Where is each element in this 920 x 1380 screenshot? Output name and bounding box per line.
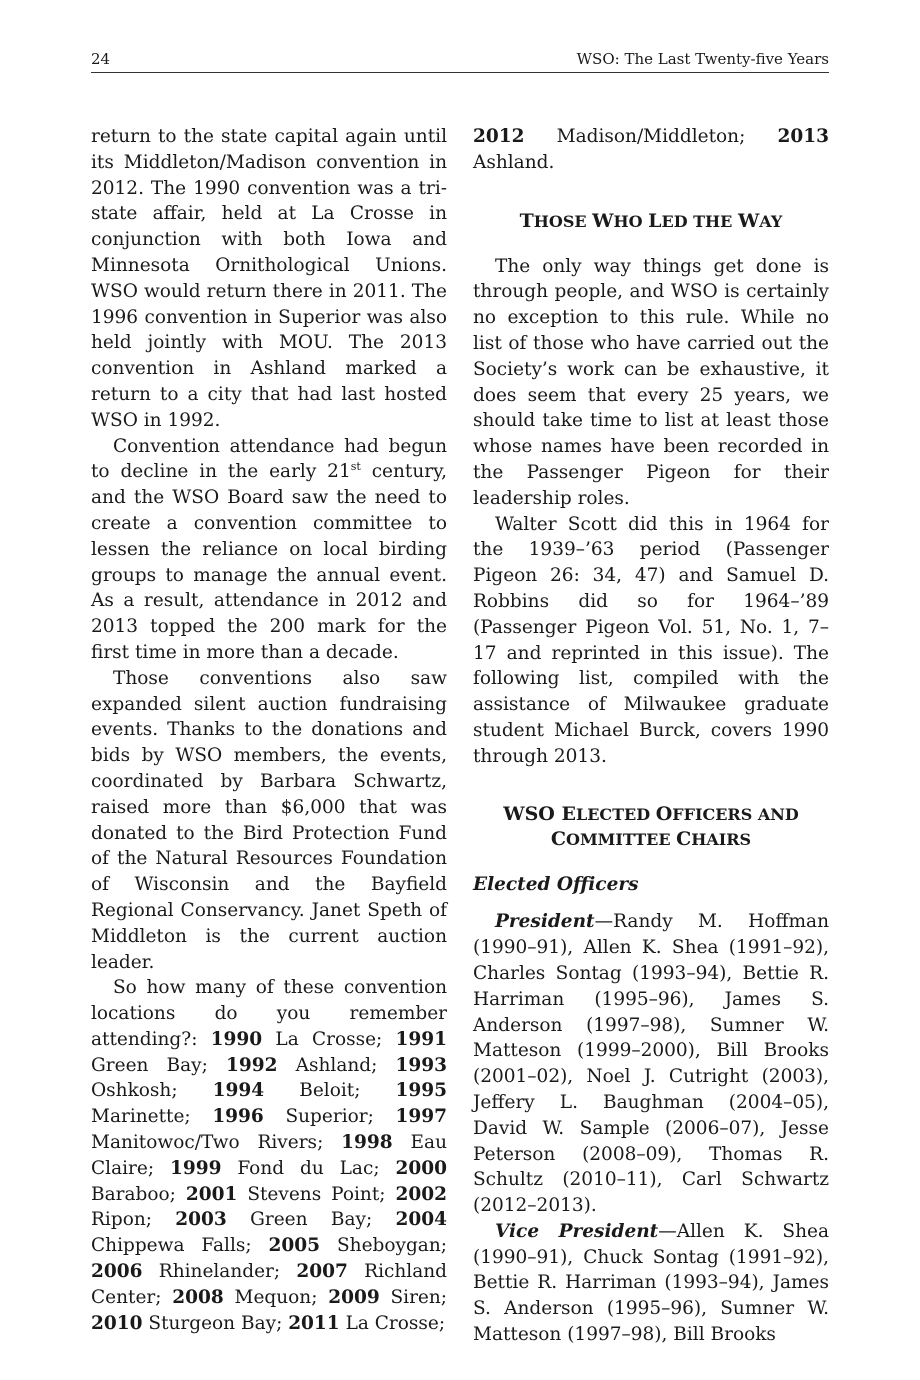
convention-city: Ashland: [473, 151, 549, 173]
section-heading: THOSE WHO LED THE WAY: [519, 209, 783, 232]
separator: ;: [379, 1183, 396, 1205]
convention-city: Sheboygan: [337, 1235, 441, 1257]
role-label: Vice President: [495, 1220, 659, 1242]
convention-list: [473, 126, 829, 173]
convention-city: Mequon: [234, 1286, 312, 1308]
separator: ;: [147, 1157, 170, 1179]
separator: ;: [276, 1312, 289, 1334]
convention-list: [91, 1029, 447, 1334]
convention-year: 1997: [395, 1106, 447, 1128]
section-heading: [473, 802, 829, 852]
paragraph-president: President—Randy M. Hoffman (1990–91), Allen K. Shea (1991–92), Charles Sontag (1993–94), Bettie R. Harriman (1995–96), James S. Anderson (1997–98), Sumner W. Matteson (1999–2000), Bill Brooks (2001–02), Noel J. Cutright (2003), Jeffery L. Baughman (2004–05), David W. Sample (2006–07), Jesse Peterson (2008–09), Thomas R. Schultz (2010–11), Carl Schwartz (2012–2013).: [473, 911, 829, 1217]
separator: ;: [354, 1080, 396, 1102]
separator: ;: [438, 1312, 446, 1334]
convention-year: 2007: [296, 1261, 348, 1283]
convention-city: Fond du Lac: [237, 1157, 374, 1179]
paragraph: Walter Scott did this in 1964 for the 1939–’63 period (Passenger Pigeon 26: 34, 47) and Samuel D. Robbins did so for 1964–’89 (Passenger Pigeon Vol. 51, No. 1, 7–17 and reprinted in this issue). The following list, compiled with the assistance of Milwaukee graduate student Michael Burck, covers 1990 through 2013.: [473, 513, 829, 767]
separator: ;: [273, 1261, 297, 1283]
separator: ;: [169, 1183, 186, 1205]
convention-year: 2002: [395, 1183, 447, 1205]
separator: ;: [367, 1106, 396, 1128]
convention-year: 1993: [395, 1054, 448, 1076]
left-column: [91, 124, 447, 1336]
separator: ;: [317, 1132, 342, 1154]
separator: ;: [365, 1209, 396, 1231]
convention-city: Green Bay: [91, 1054, 202, 1076]
paragraph-attendance: Convention attendance had begun to decline in the early 21st century, and the WSO Board saw the need to create a convention committee to lessen the reliance on local birding groups to manage the annual event. As a result, attendance in 2012 and 2013 topped the 200 mark for the first time in more than a decade.: [91, 435, 447, 663]
paragraph: return to the state capital again until its Middleton/Madison convention in 2012. The 1990 convention was a tri-state affair, held at La Crosse in conjunction with both Iowa and Minnesota Ornithological Unions. WSO would return there in 2011. The 1996 convention in Superior was also held jointly with MOU. The 2013 convention in Ashland marked a return to a city that had last hosted WSO in 1992.: [91, 126, 447, 431]
convention-city: Superior: [285, 1106, 368, 1128]
separator: ;: [440, 1235, 447, 1257]
page-number: 24: [91, 50, 111, 68]
convention-year: 1996: [212, 1106, 264, 1128]
convention-city: Madison/Middleton: [556, 126, 740, 147]
convention-city: Richland Center: [91, 1261, 447, 1308]
separator: ;: [201, 1054, 227, 1076]
subheading: Elected Officers: [473, 873, 639, 895]
convention-year: 1998: [341, 1132, 393, 1154]
convention-year: 2005: [268, 1235, 321, 1257]
convention-city: Stevens Point: [247, 1183, 380, 1205]
separator: ;: [155, 1286, 173, 1308]
paragraph-conventions-cont: [473, 124, 829, 176]
separator: ;: [376, 1028, 396, 1050]
separator: ;: [171, 1080, 213, 1102]
separator: ;: [371, 1054, 396, 1076]
running-header: [91, 48, 829, 73]
separator: ;: [245, 1235, 269, 1257]
convention-city: Manitowoc/Two Rivers: [91, 1132, 318, 1154]
convention-year: 1995: [395, 1080, 447, 1102]
convention-year: 1999: [169, 1157, 222, 1179]
convention-year: 2008: [172, 1286, 224, 1308]
convention-city: Ashland: [295, 1054, 372, 1076]
convention-city: Baraboo: [91, 1183, 170, 1205]
separator: ;: [311, 1286, 329, 1308]
convention-year: 2006: [91, 1261, 143, 1283]
convention-city: Ripon: [91, 1209, 146, 1231]
role-label: President: [495, 911, 595, 933]
convention-city: Eau Claire: [91, 1132, 447, 1179]
convention-year: 2009: [328, 1286, 380, 1308]
paragraph-conventions: So how many of these convention locations do you remember attending?: 1990 La Crosse; 1991 Green Bay; 1992 Ashland; 1993 Oshkosh; 1994 Beloit; 1995 Marinette; 1996 Superior; 1997 Manitowoc/Two Rivers; 1998 Eau Claire; 1999 Fond du Lac; 2000 Baraboo; 2001 Stevens Point; 2002 Ripon; 2003 Green Bay; 2004 Chippewa Falls; 2005 Sheboygan; 2006 Rhinelander; 2007 Richland Center; 2008 Mequon; 2009 Siren; 2010 Sturgeon Bay; 2011 La Crosse;: [91, 977, 448, 1334]
convention-year: 2010: [91, 1312, 143, 1334]
heading-line: COMMITTEE CHAIRS: [550, 827, 752, 850]
convention-year: 1992: [226, 1054, 278, 1076]
convention-city: Oshkosh: [91, 1080, 172, 1102]
convention-year: 2011: [288, 1312, 340, 1334]
separator: ;: [145, 1209, 176, 1231]
convention-city: Rhinelander: [158, 1261, 274, 1283]
convention-year: 1994: [212, 1080, 265, 1102]
running-title: WSO: The Last Twenty-five Years: [576, 50, 829, 68]
convention-city: Sturgeon Bay: [148, 1312, 277, 1334]
convention-city: Marinette: [91, 1106, 185, 1128]
superscript: st: [350, 460, 361, 474]
convention-city: Siren: [390, 1286, 441, 1308]
convention-year: 1991: [395, 1028, 447, 1050]
separator: ;: [739, 126, 778, 147]
heading-line: WSO ELECTED OFFICERS AND: [503, 802, 799, 825]
convention-year: 1990: [210, 1028, 263, 1050]
separator: ;: [440, 1286, 448, 1308]
paragraph: The only way things get done is through people, and WSO is certainly no exception to this rule. While no list of those who have carried out the Society’s work can be exhaustive, it does seem that every 25 years, we should take time to list at least those whose names have been recorded in the Passenger Pigeon for their leadership roles.: [473, 255, 829, 509]
convention-year: 2004: [395, 1209, 447, 1231]
convention-city: La Crosse: [345, 1312, 439, 1334]
convention-year: 2001: [185, 1183, 238, 1205]
convention-city: Green Bay: [250, 1209, 366, 1231]
convention-city: La Crosse: [275, 1028, 377, 1050]
convention-year: 2012: [473, 126, 525, 147]
convention-year: 2003: [175, 1209, 227, 1231]
right-column: [473, 124, 829, 1348]
convention-city: Chippewa Falls: [91, 1235, 246, 1257]
separator: ;: [184, 1106, 213, 1128]
separator: ;: [373, 1157, 396, 1179]
convention-year: 2000: [395, 1157, 447, 1179]
paragraph-vice-president: Vice President—Allen K. Shea (1990–91), Chuck Sontag (1991–92), Bettie R. Harriman (1993–94), James S. Anderson (1995–96), Sumner W. Matteson (1997–98), Bill Brooks: [473, 1220, 830, 1346]
convention-year: 2013: [777, 126, 829, 147]
convention-city: Beloit: [299, 1080, 355, 1102]
paragraph: Those conventions also saw expanded silent auction fundraising events. Thanks to the donations and bids by WSO members, the events, coordinated by Barbara Schwartz, raised more than $6,000 that was donated to the Bird Protection Fund of the Natural Resources Foundation of Wisconsin and the Bayfield Regional Conservancy. Janet Speth of Middleton is the current auction leader.: [91, 667, 447, 973]
separator: .: [548, 151, 555, 173]
